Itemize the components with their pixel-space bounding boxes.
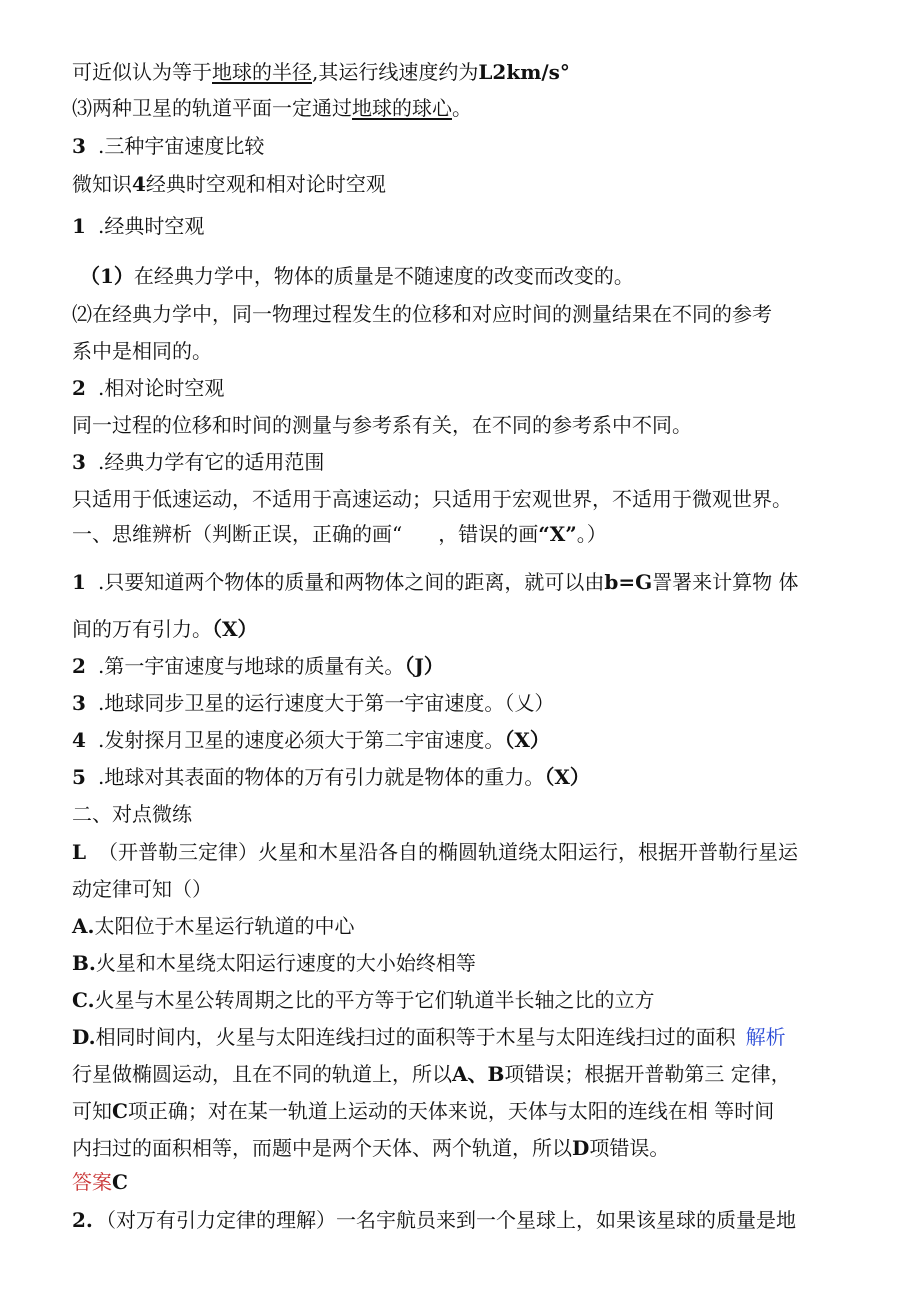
text-line-relativity: 同一过程的位移和时间的测量与参考系有关，在不同的参考系中不同。 <box>72 413 692 437</box>
option-a: A.太阳位于木星运行轨道的中心 <box>72 914 355 938</box>
section-heading-3b: 3 .经典力学有它的适用范围 <box>72 450 325 474</box>
analysis-line-1: 行星做椭圆运动，且在不同的轨道上，所以A、B项错误；根据开普勒第三 定律， <box>72 1062 791 1086</box>
text-line-continuation: 系中是相同的。 <box>72 339 212 363</box>
question-2: 2. （对万有引力定律的理解）一名宇航员来到一个星球上，如果该星球的质量是地 <box>72 1208 796 1232</box>
micro-knowledge-heading: 微知识4经典时空观和相对论时空观 <box>72 172 386 196</box>
text-line-2: ⑶两种卫星的轨道平面一定通过地球的球心。 <box>72 96 472 120</box>
analysis-label: 解析 <box>745 1025 786 1049</box>
judgement-item-2: 2 .第一宇宙速度与地球的质量有关。（J） <box>72 654 444 678</box>
section-heading-2: 2 .相对论时空观 <box>72 376 225 400</box>
section-heading-3: 3 .三种宇宙速度比较 <box>72 134 265 158</box>
option-d: D.相同时间内，火星与太阳连线扫过的面积等于木星与太阳连线扫过的面积 解析 <box>72 1025 786 1049</box>
answer-line <box>72 1168 862 1196</box>
underlined-answer: 地球的球心 <box>352 96 452 120</box>
judgement-item-1-cont: 间的万有引力。（X） <box>72 617 258 641</box>
text-line-1: 可近似认为等于地球的半径,其运行线速度约为L2km∕s° <box>72 60 570 84</box>
answer-value: C <box>112 1170 128 1194</box>
judgement-item-5: 5 .地球对其表面的物体的万有引力就是物体的重力。（X） <box>72 765 590 789</box>
analysis-line-3: 内扫过的面积相等，而题中是两个天体、两个轨道，所以D项错误。 <box>72 1136 670 1160</box>
text-line-scope: 只适用于低速运动，不适用于高速运动；只适用于宏观世界，不适用于微观世界。 <box>72 487 792 511</box>
section-heading-1: 1 .经典时空观 <box>72 214 205 238</box>
option-b: B.火星和木星绕太阳运行速度的大小始终相等 <box>72 951 476 975</box>
judgement-item-4: 4 .发射探月卫星的速度必须大于第二宇宙速度。（X） <box>72 728 550 752</box>
part-two-heading: 二、对点微练 <box>72 802 192 826</box>
underlined-answer: 地球的半径 <box>212 60 312 84</box>
text-line-classical-measure: ⑵在经典力学中，同一物理过程发生的位移和对应时间的测量结果在不同的参考 <box>72 302 772 326</box>
part-one-heading: 一、思维辨析（判断正误，正确的画“ ，错误的画“X”。） <box>72 522 607 546</box>
judgement-item-1: 1 .只要知道两个物体的质量和两物体之间的距离，就可以由b=G詈署来计算物 体 <box>72 570 799 594</box>
analysis-line-2: 可知C项正确；对在某一轨道上运动的天体来说，天体与太阳的连线在相 等时间 <box>72 1099 775 1123</box>
text-line-classical-mass: （1）在经典力学中，物体的质量是不随速度的改变而改变的。 <box>80 264 634 288</box>
judgement-item-3: 3 .地球同步卫星的运行速度大于第一宇宙速度。（乂） <box>72 691 555 715</box>
question-1: L （开普勒三定律）火星和木星沿各自的椭圆轨道绕太阳运行，根据开普勒行星运 <box>72 840 798 864</box>
question-1-cont: 动定律可知（） <box>72 877 212 901</box>
option-c: C.火星与木星公转周期之比的平方等于它们轨道半长轴之比的立方 <box>72 988 655 1012</box>
answer-label: 答案 <box>72 1170 112 1194</box>
